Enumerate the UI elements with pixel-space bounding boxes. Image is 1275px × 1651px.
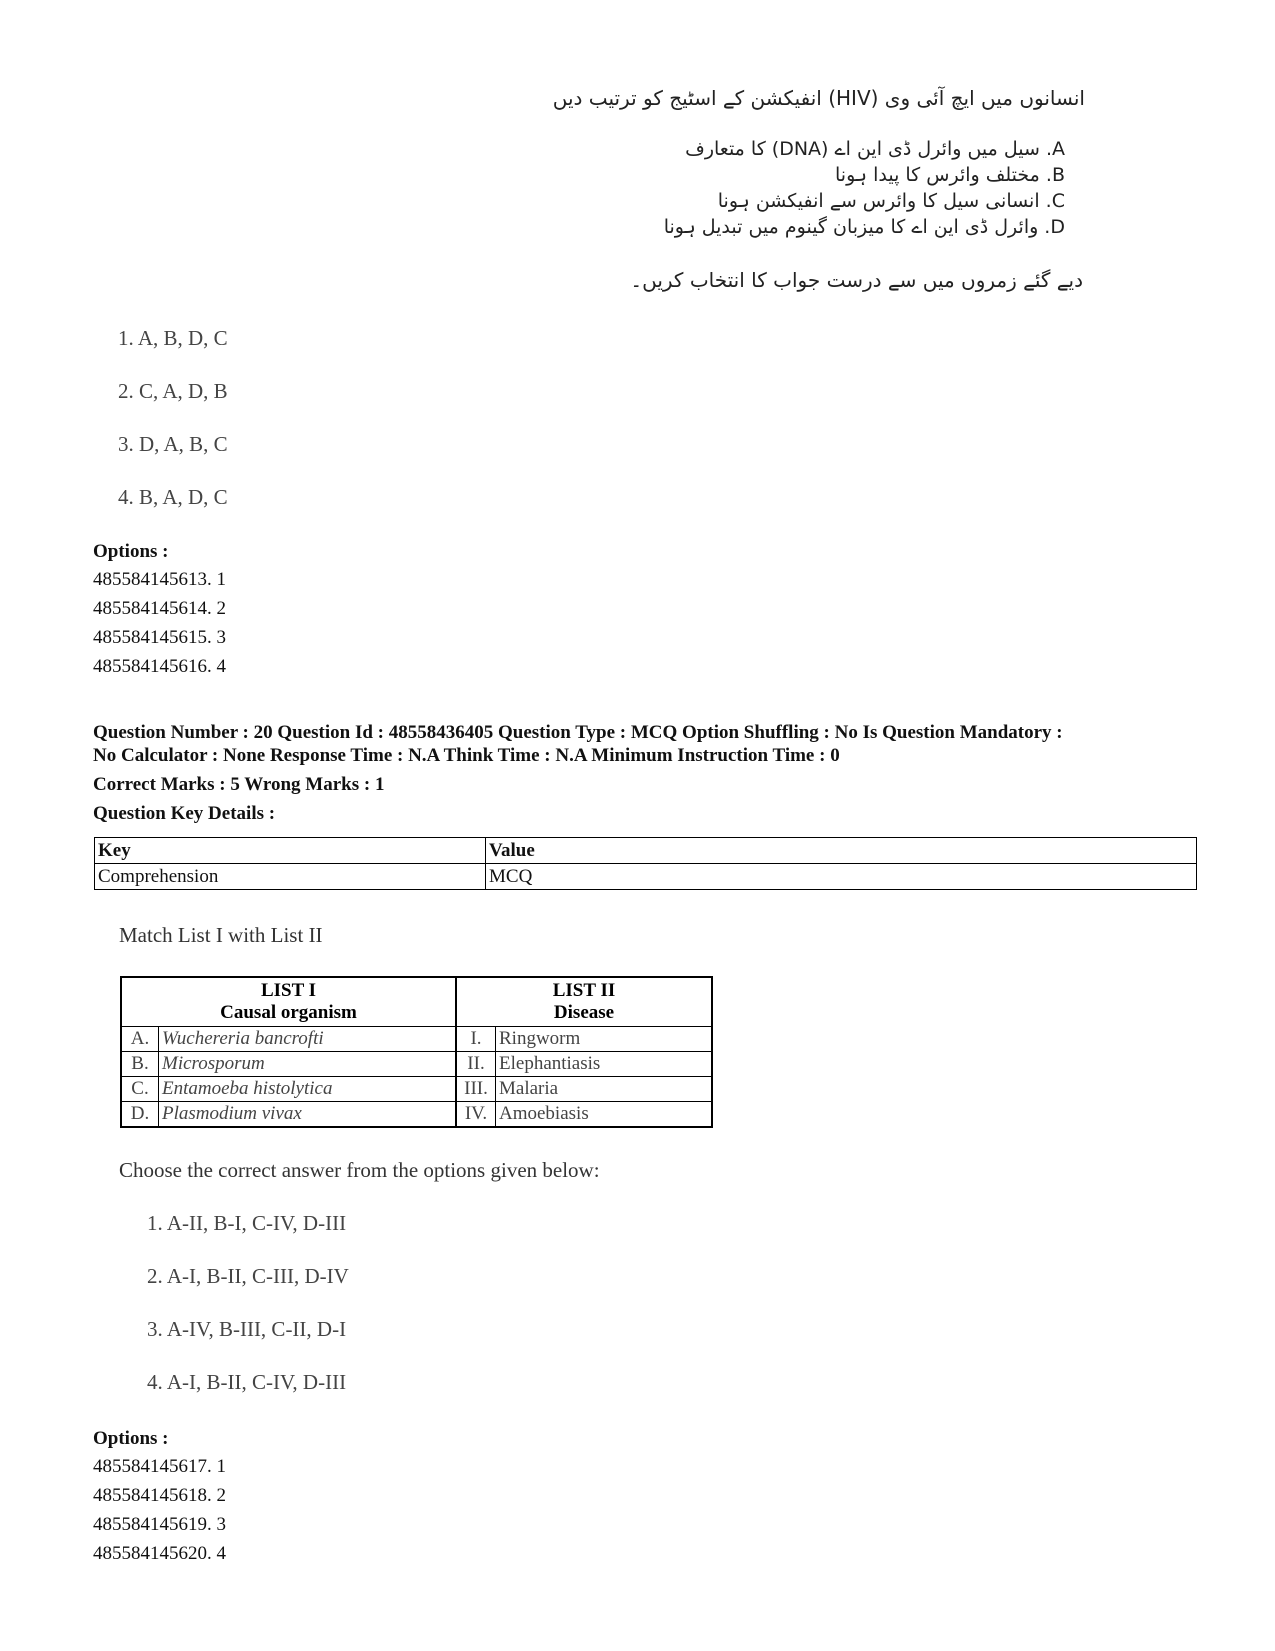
disease-cell: Elephantiasis xyxy=(496,1052,713,1077)
match-instruction: Match List I with List II xyxy=(119,923,323,947)
list2-subtitle: Disease xyxy=(553,1002,615,1023)
disease-cell: Amoebiasis xyxy=(496,1102,713,1128)
organism-cell: Entamoeba histolytica xyxy=(159,1077,457,1102)
option-id-4: 485584145616. 4 xyxy=(93,656,226,677)
value-header: Value xyxy=(486,838,1197,864)
roman-label: III. xyxy=(456,1077,496,1102)
list2-title: LIST II xyxy=(552,980,616,1001)
urdu-question-text: انسانوں میں ایچ آئی وی (HIV) انفیکشن کے اسٹیج کو ترتیب دیں xyxy=(552,86,1085,110)
option-id-4: 485584145620. 4 xyxy=(93,1543,226,1564)
marks-line: Correct Marks : 5 Wrong Marks : 1 xyxy=(93,774,385,795)
roman-label: IV. xyxy=(456,1102,496,1128)
urdu-item-b: B. مختلف وائرس کا پیدا ہونا xyxy=(835,164,1065,186)
key-table-header-row xyxy=(95,838,1197,864)
organism-cell: Plasmodium vivax xyxy=(159,1102,457,1128)
key-cell: Comprehension xyxy=(95,864,486,890)
disease-cell: Malaria xyxy=(496,1077,713,1102)
options-heading: Options : xyxy=(93,541,169,562)
q19-answer-1: 1. A, B, D, C xyxy=(118,326,228,350)
options-heading: Options : xyxy=(93,1428,169,1449)
option-id-1: 485584145617. 1 xyxy=(93,1456,226,1477)
row-label: A. xyxy=(121,1027,159,1052)
list1-subtitle: Causal organism xyxy=(220,1002,357,1023)
key-table-row xyxy=(95,864,1197,890)
list1-header xyxy=(121,977,456,1027)
q19-answer-3: 3. D, A, B, C xyxy=(118,432,228,456)
roman-label: I. xyxy=(456,1027,496,1052)
row-label: D. xyxy=(121,1102,159,1128)
urdu-instruction: دیے گئے زمروں میں سے درست جواب کا انتخاب کریں۔ xyxy=(630,268,1083,292)
list2-header xyxy=(456,977,712,1027)
urdu-item-d: D. وائرل ڈی این اے کا میزبان گینوم میں تبدیل ہونا xyxy=(663,216,1065,238)
list1-title: LIST I xyxy=(260,980,317,1001)
q20-answer-3: 3. A-IV, B-III, C-II, D-I xyxy=(147,1317,347,1341)
question-meta-line-2: No Calculator : None Response Time : N.A Think Time : N.A Minimum Instruction Time : 0 xyxy=(93,745,840,766)
key-details-table xyxy=(94,837,1197,890)
q19-answer-2: 2. C, A, D, B xyxy=(118,379,228,403)
q20-answer-1: 1. A-II, B-I, C-IV, D-III xyxy=(147,1211,347,1235)
value-cell: MCQ xyxy=(486,864,1197,890)
row-label: C. xyxy=(121,1077,159,1102)
option-id-3: 485584145615. 3 xyxy=(93,627,226,648)
key-header: Key xyxy=(95,838,486,864)
table-row xyxy=(121,1077,712,1102)
option-id-1: 485584145613. 1 xyxy=(93,569,226,590)
option-id-2: 485584145618. 2 xyxy=(93,1485,226,1506)
organism-cell: Wuchereria bancrofti xyxy=(159,1027,457,1052)
q19-answer-4: 4. B, A, D, C xyxy=(118,485,228,509)
organism-cell: Microsporum xyxy=(159,1052,457,1077)
choose-instruction: Choose the correct answer from the options given below: xyxy=(119,1158,600,1182)
q20-answer-2: 2. A-I, B-II, C-III, D-IV xyxy=(147,1264,349,1288)
urdu-item-a: A. سیل میں وائرل ڈی این اے (DNA) کا متعارف xyxy=(685,138,1065,160)
q20-answer-4: 4. A-I, B-II, C-IV, D-III xyxy=(147,1370,347,1394)
disease-cell: Ringworm xyxy=(496,1027,713,1052)
match-lists-table xyxy=(120,976,713,1128)
table-row xyxy=(121,1102,712,1128)
urdu-item-c: C. انسانی سیل کا وائرس سے انفیکشن ہونا xyxy=(717,190,1065,212)
roman-label: II. xyxy=(456,1052,496,1077)
table-row xyxy=(121,1052,712,1077)
option-id-2: 485584145614. 2 xyxy=(93,598,226,619)
option-id-3: 485584145619. 3 xyxy=(93,1514,226,1535)
key-details-heading: Question Key Details : xyxy=(93,803,276,824)
question-meta-line-1: Question Number : 20 Question Id : 48558436405 Question Type : MCQ Option Shuffling : No Is Question Mandatory : xyxy=(93,722,1063,743)
table-row xyxy=(121,1027,712,1052)
row-label: B. xyxy=(121,1052,159,1077)
lists-header-row xyxy=(121,977,712,1027)
